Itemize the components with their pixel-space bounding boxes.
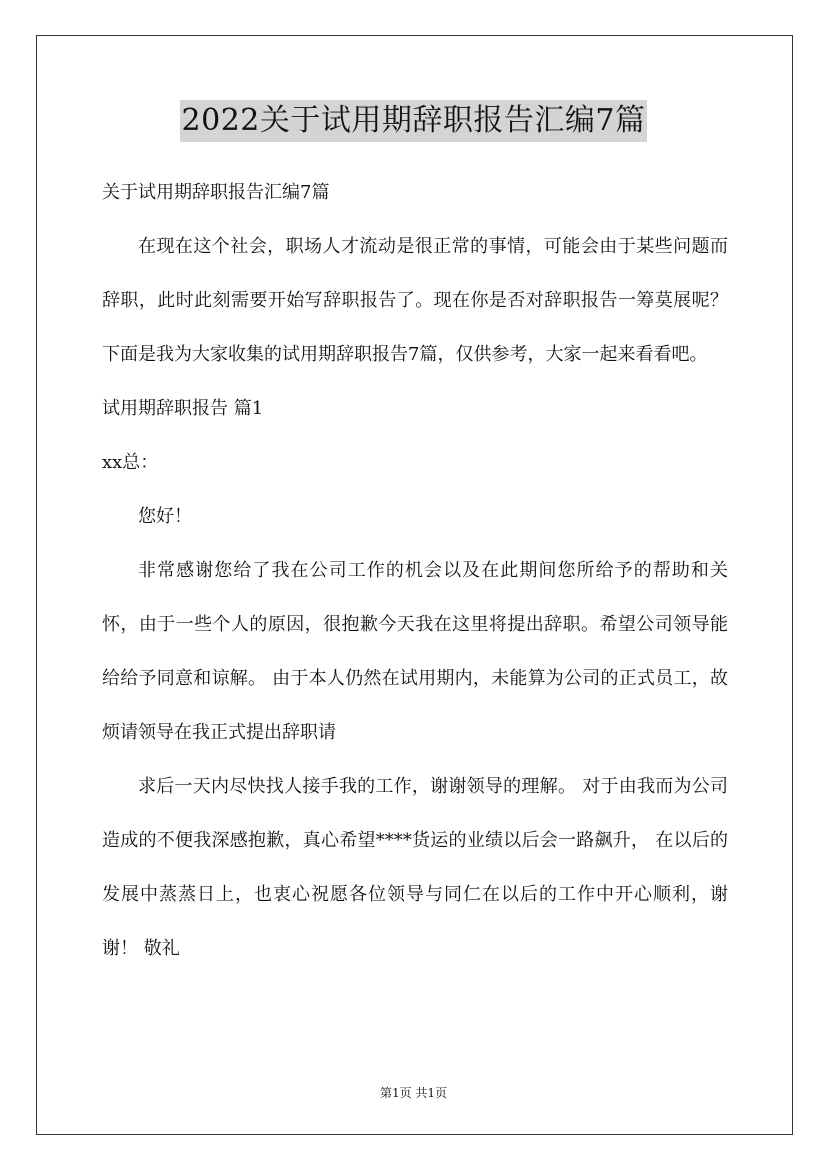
body-paragraph-1: 非常感谢您给了我在公司工作的机会以及在此期间您所给予的帮助和关怀，由于一些个人的原因，很抱歉今天我在这里将提出辞职。希望公司领导能给给予同意和谅解。 由于本人仍然在试用期内，未能算为公司的正式员工，故烦请领导在我正式提出辞职请 [102, 560, 728, 743]
salutation: xx总： [102, 452, 159, 473]
greeting: 您好！ [138, 506, 192, 527]
page-number-footer: 第1页 共1页 [379, 1086, 448, 1100]
body-paragraph-2: 求后一天内尽快找人接手我的工作，谢谢领导的理解。 对于由我而为公司造成的不便我深感抱歉，真心希望****货运的业绩以后会一路飙升， 在以后的发展中蒸蒸日上，也衷心祝愿各位领导与同仁在以后的工作中开心顺利，谢谢！ 敬礼 [102, 776, 728, 959]
section-heading: 试用期辞职报告 篇1 [102, 398, 264, 419]
intro-paragraph: 在现在这个社会，职场人才流动是很正常的事情，可能会由于某些问题而辞职，此时此刻需要开始写辞职报告了。现在你是否对辞职报告一筹莫展呢？下面是我为大家收集的试用期辞职报告7篇，仅供参考，大家一起来看看吧。 [102, 236, 728, 365]
document-title: 2022关于试用期辞职报告汇编7篇 [180, 100, 648, 142]
title-container [0, 100, 827, 142]
document-body [102, 178, 728, 976]
document-subtitle: 关于试用期辞职报告汇编7篇 [102, 182, 330, 203]
